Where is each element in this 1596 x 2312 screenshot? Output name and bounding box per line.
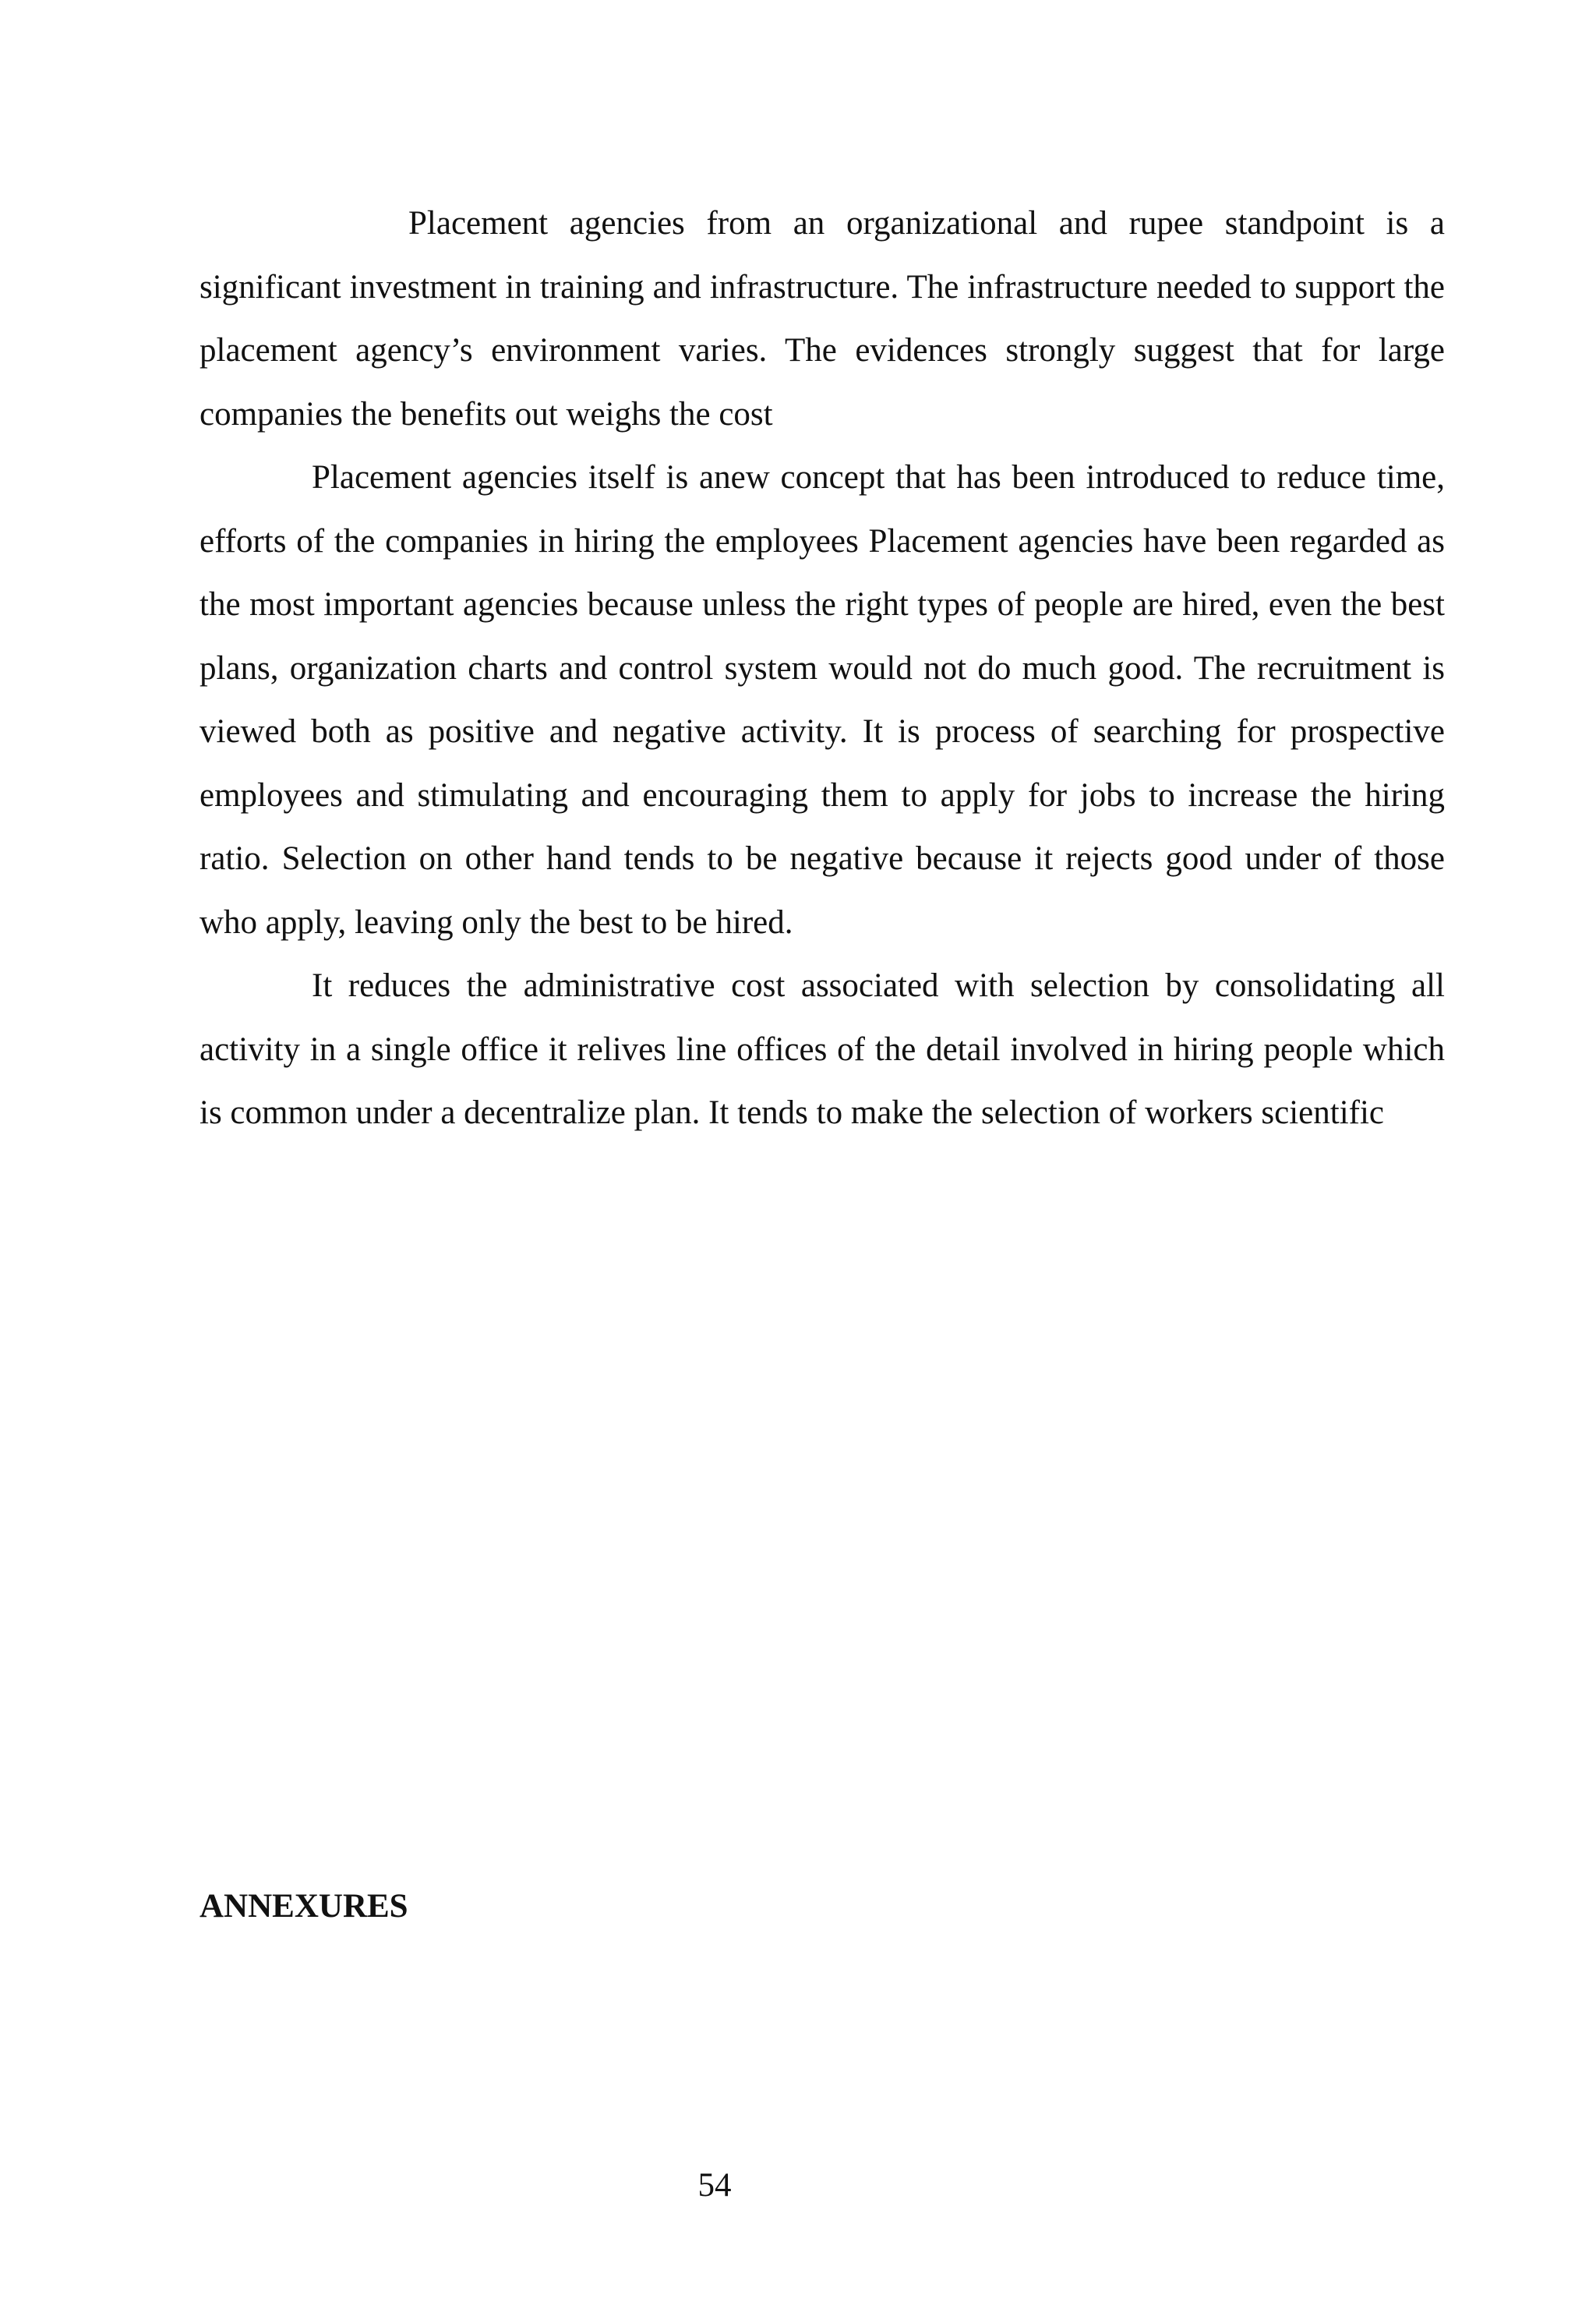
paragraph-placement-concept: Placement agencies itself is anew concept that has been introduced to reduce time, efforts of the companies in hiring the employees Placement agencies have been regarded as the most important agencies because unless the right types of people are hired, even the best plans, organization charts and control system would not do much good. The recruitment is viewed both as positive and negative activity. It is process of searching for prospective employees and stimulating and encouraging them to apply for jobs to increase the hiring ratio. Selection on other hand tends to be negative because it rejects good under of those who apply, leaving only the best to be hired.: [200, 459, 1445, 941]
paragraph-placement-investment: Placement agencies from an organizational and rupee standpoint is a significant investment in training and infrastructure. The infrastructure needed to support the placement agency’s environment varies. The evidences strongly suggest that for large companies the benefits out weighs the cost: [200, 205, 1445, 433]
body-text: [200, 192, 1445, 1145]
paragraph-administrative-cost: It reduces the administrative cost associated with selection by consolidating all activity in a single office it relives line offices of the detail involved in hiring people which is common under a decentralize plan. It tends to make the selection of workers scientific: [200, 967, 1445, 1131]
annexures-heading: ANNEXURES: [200, 1888, 408, 1925]
page-number: 54: [697, 2167, 732, 2204]
